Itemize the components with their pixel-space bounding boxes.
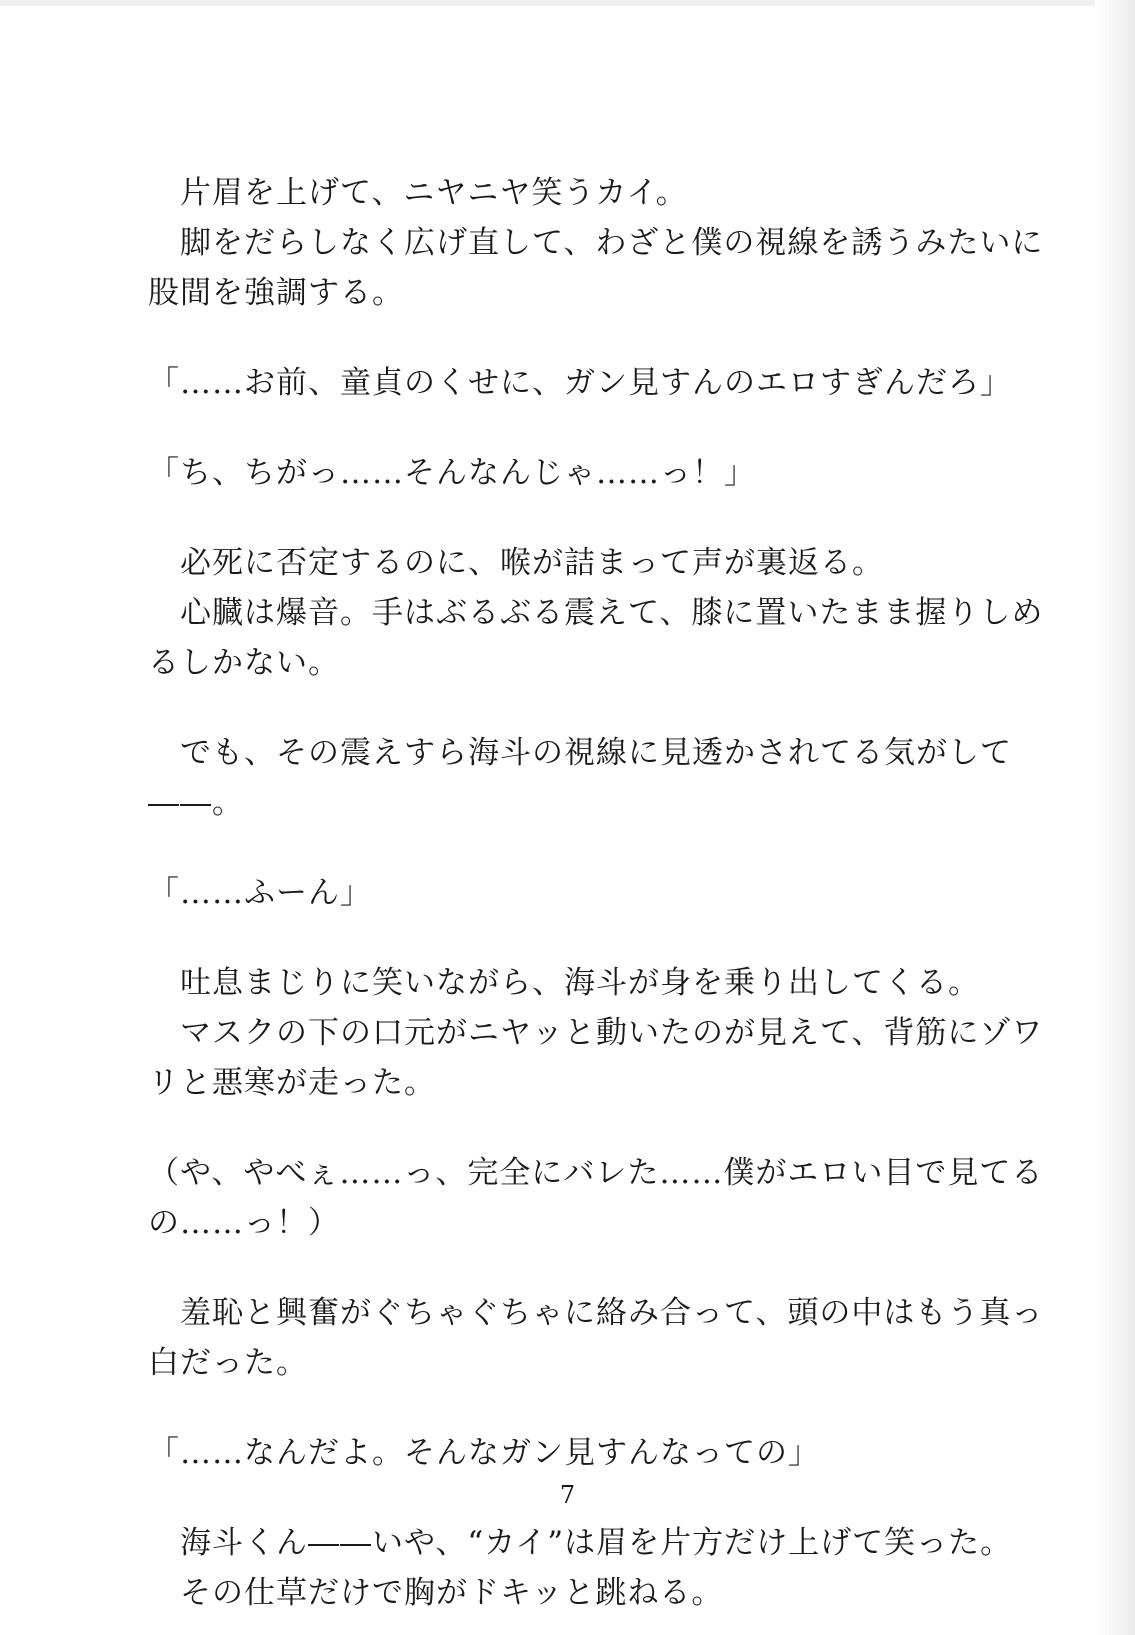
paragraph-line: 白だった。 [148,1345,308,1381]
paragraph-line: 股間を強調する。 [148,275,404,311]
paragraph-line: 海斗くん――いや、“カイ”は眉を片方だけ上げて笑った。 [148,1525,1013,1561]
novel-text-body [148,168,1044,1618]
dialogue-line: 「ち、ちがっ……そんなんじゃ……っ！」 [148,455,756,491]
paragraph-line: 吐息まじりに笑いながら、海斗が身を乗り出してくる。 [148,965,980,1001]
paragraph-line: ――。 [148,785,244,821]
paragraph-gap [148,688,1008,728]
paragraph-line: 片眉を上げて、ニヤニヤ笑うカイ。 [148,175,688,211]
paragraph-gap [148,318,1008,358]
paragraph-line: 脚をだらしなく広げ直して、わざと僕の視線を誘うみたいに [148,225,1044,261]
paragraph-line: マスクの下の口元がニヤッと動いたのが見えて、背筋にゾワ [148,1015,1044,1051]
page-right-edge-shadow [1095,0,1135,1635]
paragraph-line: でも、その震えすら海斗の視線に見透かされてる気がして [148,735,1012,771]
dialogue-line: 「……なんだよ。そんなガン見すんなっての」 [148,1435,820,1471]
dialogue-line: 「……ふーん」 [148,875,372,911]
page-number: 7 [559,1481,576,1509]
thought-line: （や、やべぇ……っ、完全にバレた……僕がエロい目で見てる [148,1155,1044,1191]
page-top-edge [0,0,1135,6]
paragraph-line: その仕草だけで胸がドキッと跳ねる。 [148,1575,724,1611]
paragraph-gap [148,408,1008,448]
paragraph-line: リと悪寒が走った。 [148,1065,436,1101]
paragraph-gap [148,1388,1008,1428]
paragraph-line: 必死に否定するのに、喉が詰まって声が裏返る。 [148,545,884,581]
paragraph-gap [148,918,1008,958]
paragraph-gap [148,828,1008,868]
paragraph-gap [148,498,1008,538]
paragraph-line: るしかない。 [148,645,340,681]
thought-line: の……っ！） [148,1205,340,1241]
dialogue-line: 「……お前、童貞のくせに、ガン見すんのエロすぎんだろ」 [148,365,1012,401]
paragraph-line: 羞恥と興奮がぐちゃぐちゃに絡み合って、頭の中はもう真っ [148,1295,1044,1331]
paragraph-gap [148,1248,1008,1288]
paragraph-line: 心臓は爆音。手はぶるぶる震えて、膝に置いたまま握りしめ [148,595,1044,631]
paragraph-gap [148,1108,1008,1148]
